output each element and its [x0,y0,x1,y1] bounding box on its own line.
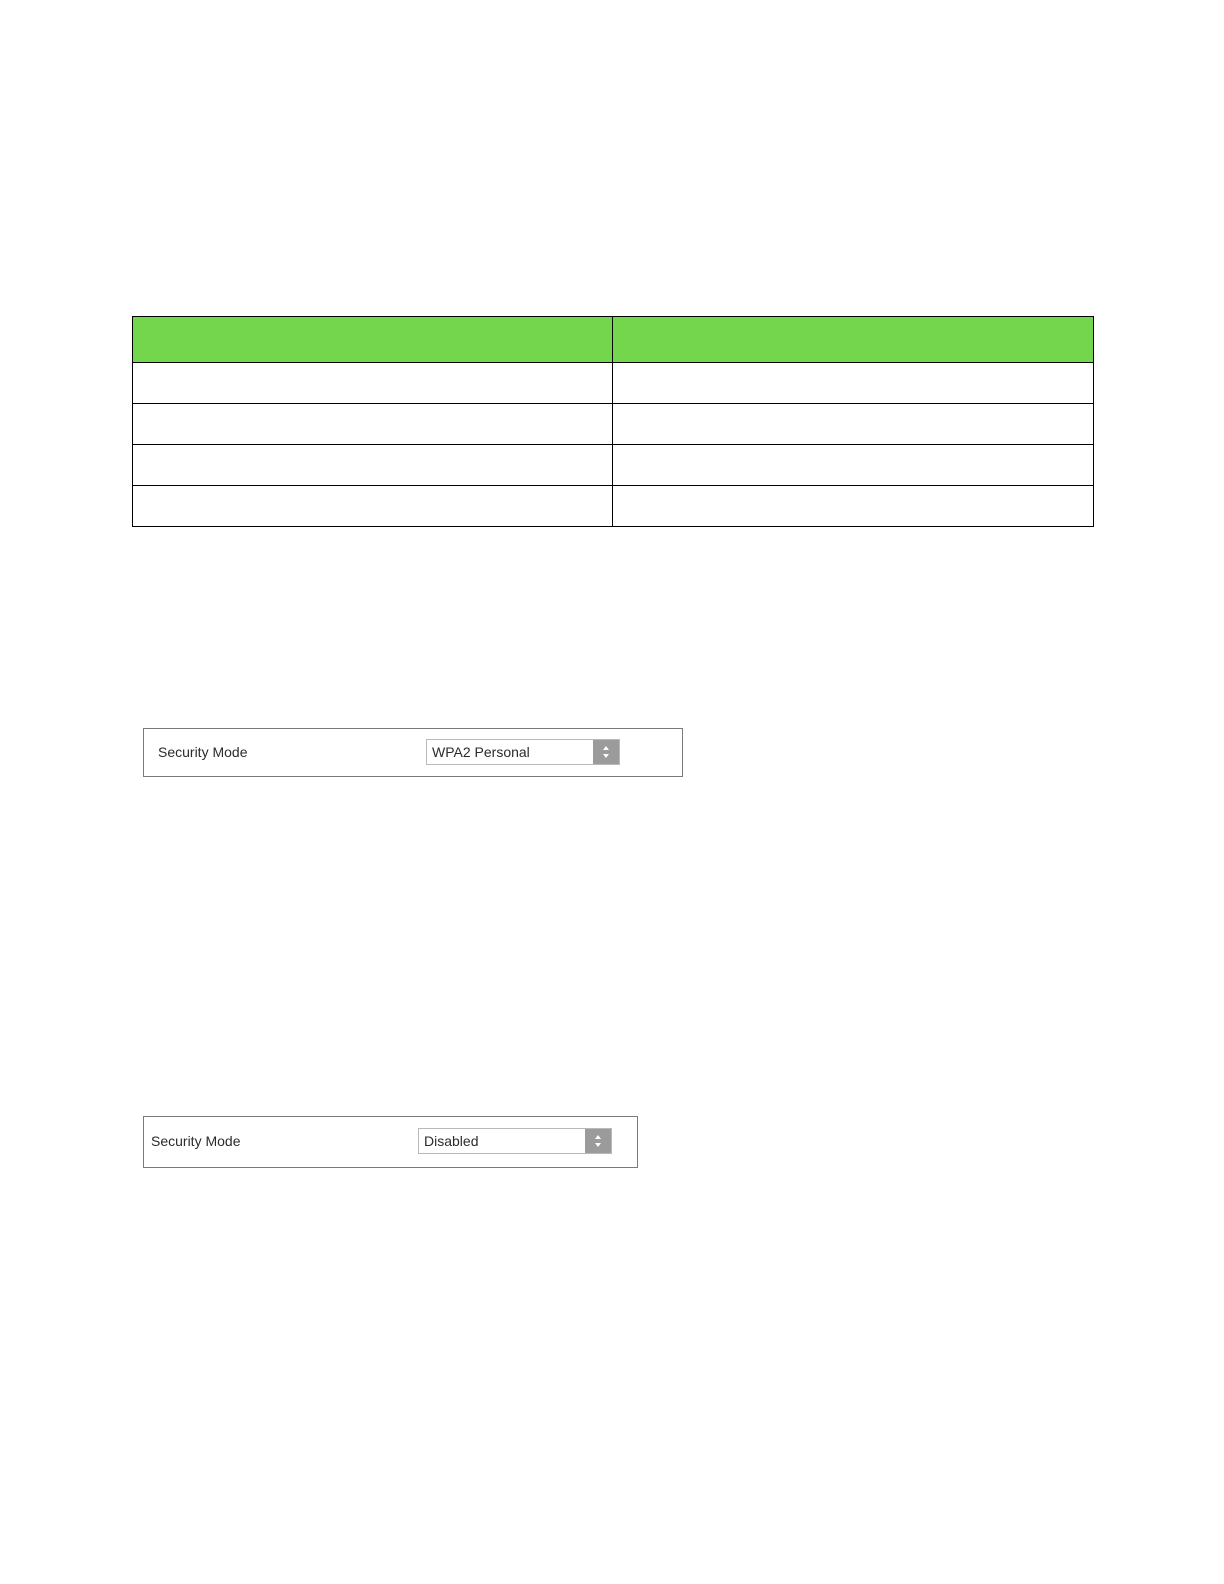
table-cell [133,363,613,404]
security-mode-panel [143,728,683,777]
table-cell [613,445,1094,486]
security-mode-value: WPA2 Personal [432,744,530,760]
table-cell [613,404,1094,445]
select-arrows-icon[interactable] [593,740,619,764]
security-mode-label: Security Mode [151,1133,241,1149]
select-arrows-icon[interactable] [585,1129,611,1153]
table-header-cell [613,317,1094,363]
security-mode-select[interactable] [426,739,620,765]
table-row [133,363,1094,404]
table-row [133,486,1094,527]
security-mode-label: Security Mode [158,744,248,760]
table-cell [133,404,613,445]
table-header-cell [133,317,613,363]
security-mode-value: Disabled [424,1133,479,1149]
table-cell [133,486,613,527]
table-row [133,445,1094,486]
table-header-row [133,317,1094,363]
table-cell [613,486,1094,527]
security-mode-select[interactable] [418,1128,612,1154]
security-mode-panel [143,1116,638,1168]
data-table [132,316,1094,527]
table-cell [613,363,1094,404]
table-cell [133,445,613,486]
table-row [133,404,1094,445]
